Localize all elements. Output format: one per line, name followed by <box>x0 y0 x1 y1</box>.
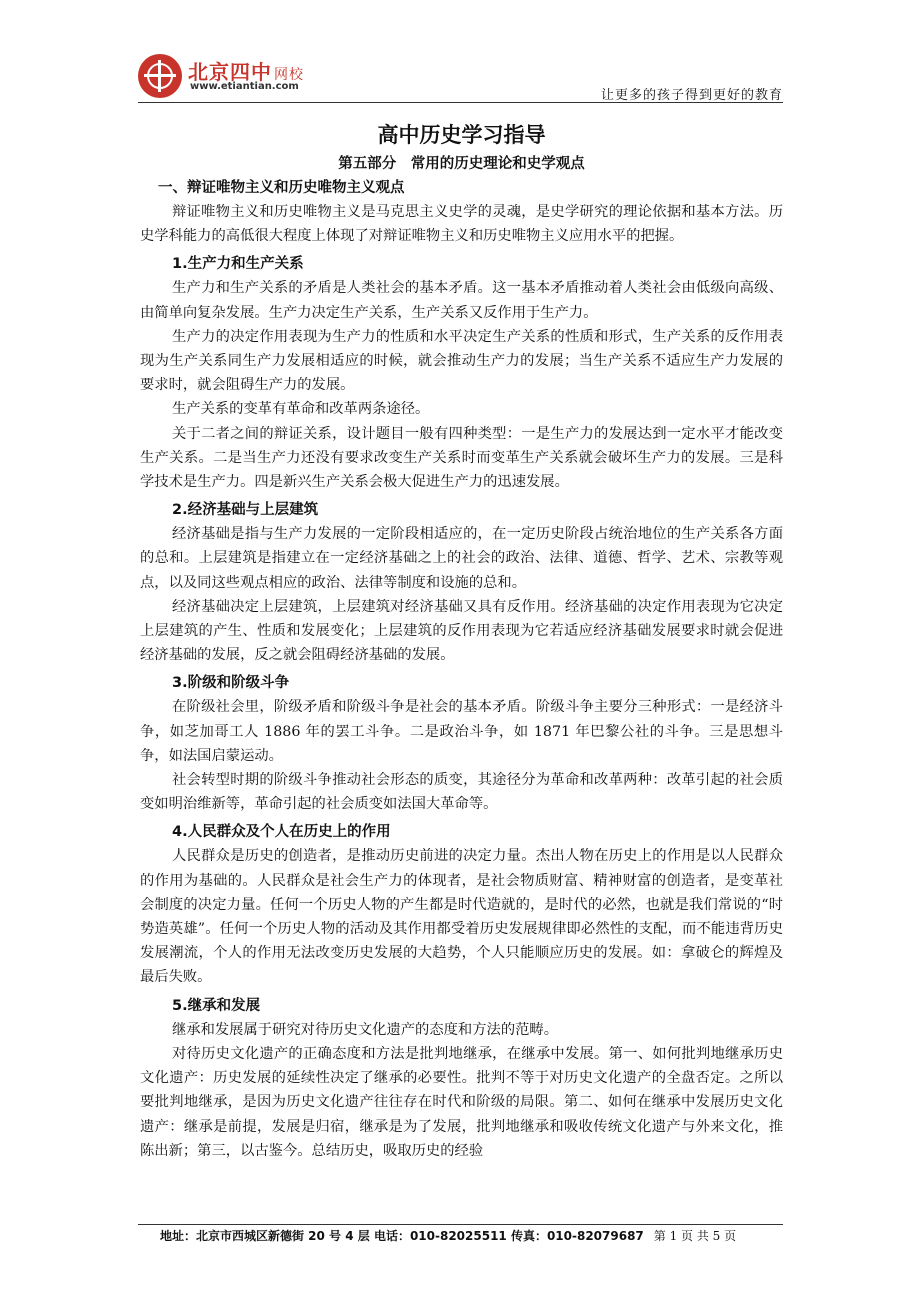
logo-url: www.etiantian.com <box>190 81 299 92</box>
paragraph: 继承和发展属于研究对待历史文化遗产的态度和方法的范畴。 <box>172 1021 559 1038</box>
subsection-heading: 3.阶级和阶级斗争 <box>172 675 290 692</box>
page-header <box>0 0 920 106</box>
document-body <box>140 118 783 1163</box>
logo-emblem-icon <box>138 54 182 98</box>
paragraph: 生产力的决定作用表现为生产力的性质和水平决定生产关系的性质和形式，生产关系的反作用表现为生产关系同生产力发展相适应的时候，就会推动生产力的发展；当生产关系不适应生产力发展的要求时，就会阻碍生产力的发展。 <box>140 328 783 394</box>
header-divider <box>138 102 783 103</box>
subsection-heading: 2.经济基础与上层建筑 <box>172 502 319 519</box>
paragraph: 辩证唯物主义和历史唯物主义是马克思主义史学的灵魂，是史学研究的理论依据和基本方法。历史学科能力的高低很大程度上体现了对辩证唯物主义和历史唯物主义应用水平的把握。 <box>140 204 783 245</box>
paragraph: 在阶级社会里，阶级矛盾和阶级斗争是社会的基本矛盾。阶级斗争主要分三种形式：一是经济斗争，如芝加哥工人 1886 年的罢工斗争。二是政治斗争，如 1871 年巴黎公社的斗争。三是思想斗争，如法国启蒙运动。 <box>140 699 783 764</box>
paragraph: 关于二者之间的辩证关系，设计题目一般有四种类型：一是生产力的发展达到一定水平才能改变生产关系。二是当生产力还没有要求改变生产关系时而变革生产关系就会破坏生产力的发展。三是科学技术是生产力。四是新兴生产关系会极大促进生产力的迅速发展。 <box>140 425 783 491</box>
page-number: 第 1 页 共 5 页 <box>653 1229 737 1243</box>
section-heading: 一、辩证唯物主义和历史唯物主义观点 <box>158 180 405 196</box>
footer-address: 地址：北京市西城区新德街 20 号 4 层 电话：010-82025511 传真：010-82079687 <box>160 1229 644 1243</box>
paragraph: 经济基础是指与生产力发展的一定阶段相适应的，在一定历史阶段占统治地位的生产关系各方面的总和。上层建筑是指建立在一定经济基础之上的社会的政治、法律、道德、哲学、艺术、宗教等观点，以及同这些观点相应的政治、法律等制度和设施的总和。 <box>140 526 783 591</box>
subsection-heading: 1.生产力和生产关系 <box>172 256 304 273</box>
page-footer <box>160 1227 736 1244</box>
logo[interactable] <box>138 54 348 100</box>
paragraph: 对待历史文化遗产的正确态度和方法是批判地继承，在继承中发展。第一、如何批判地继承历史文化遗产：历史发展的延续性决定了继承的必要性。批判不等于对历史文化遗产的全盘否定。之所以要批判地继承，是因为历史文化遗产往往存在时代和阶级的局限。第二、如何在继承中发展历史文化遗产：继承是前提，发展是归宿，继承是为了发展，批判地继承和吸收传统文化遗产与外来文化，推陈出新；第三，以古鉴今。总结历史，吸取历史的经验 <box>140 1045 783 1159</box>
logo-name: 北京四中 网校 <box>188 60 304 84</box>
part-title: 第五部分 常用的历史理论和史学观点 <box>338 156 585 172</box>
paragraph: 人民群众是历史的创造者，是推动历史前进的决定力量。杰出人物在历史上的作用是以人民群众的作用为基础的。人民群众是社会生产力的体现者，是社会物质财富、精神财富的创造者，是变革社会制度的决定力量。任何一个历史人物的产生都是时代造就的，是时代的必然，也就是我们常说的“时势造英雄”。任何一个历史人物的活动及其作用都受着历史发展规律即必然性的支配，而不能违背历史发展潮流，个人的作用无法改变历史发展的大趋势，个人只能顺应历史的发展。如：拿破仑的辉煌及最后失败。 <box>140 848 783 986</box>
subsection-heading: 5.继承和发展 <box>172 997 261 1014</box>
subsection-heading: 4.人民群众及个人在历史上的作用 <box>172 824 391 841</box>
paragraph: 经济基础决定上层建筑，上层建筑对经济基础又具有反作用。经济基础的决定作用表现为它决定上层建筑的产生、性质和发展变化；上层建筑的反作用表现为它若适应经济基础发展要求时就会促进经济基础的发展，反之就会阻碍经济基础的发展。 <box>140 598 783 664</box>
footer-divider <box>138 1224 783 1225</box>
document-title: 高中历史学习指导 <box>377 123 546 147</box>
paragraph: 社会转型时期的阶级斗争推动社会形态的质变，其途径分为革命和改革两种：改革引起的社会质变如明治维新等，革命引起的社会质变如法国大革命等。 <box>140 772 783 813</box>
header-slogan: 让更多的孩子得到更好的教育 <box>600 88 783 103</box>
paragraph: 生产力和生产关系的矛盾是人类社会的基本矛盾。这一基本矛盾推动着人类社会由低级向高级、由简单向复杂发展。生产力决定生产关系，生产关系又反作用于生产力。 <box>140 280 783 321</box>
paragraph: 生产关系的变革有革命和改革两条途径。 <box>172 401 430 418</box>
